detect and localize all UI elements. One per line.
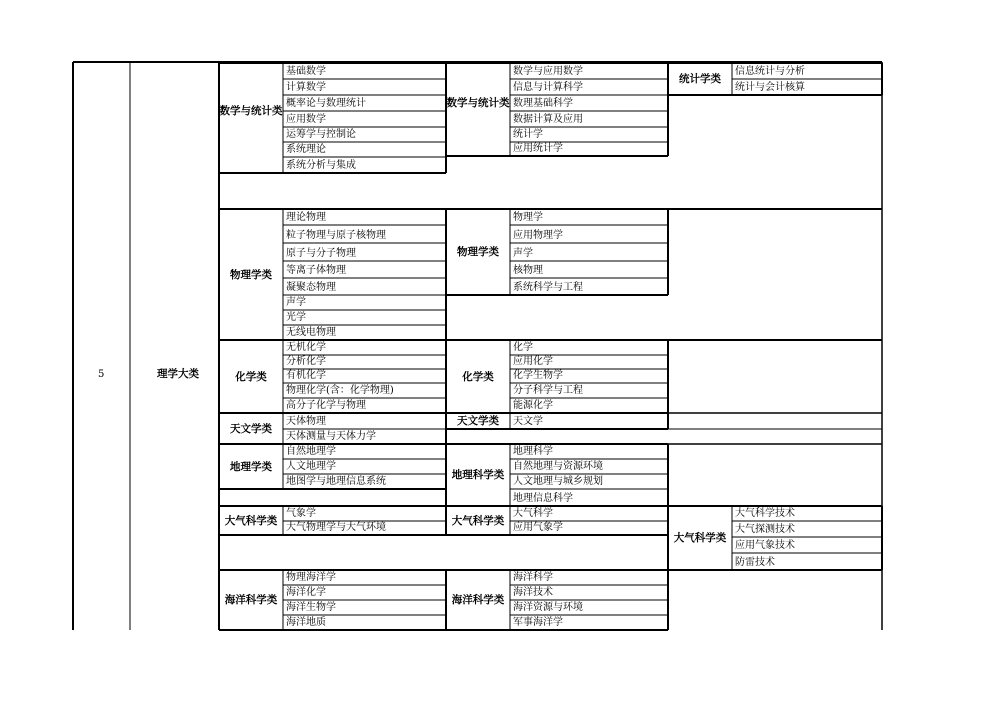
mid-atmos-item: 应用气象学	[513, 522, 563, 533]
left-chem-item: 有机化学	[286, 370, 326, 381]
mid-chem-item: 化学生物学	[513, 370, 563, 381]
mid-chem-item: 分子科学与工程	[513, 385, 583, 396]
mid-math-item: 统计学	[513, 129, 543, 140]
mid-geo-item: 地理科学	[513, 446, 553, 457]
mid-math-item: 数理基础科学	[513, 98, 573, 109]
mid-ocean-label: 海洋科学类	[451, 594, 505, 606]
right-stats-item: 信息统计与分析	[735, 66, 805, 77]
left-atmos-item: 气象学	[286, 508, 316, 519]
mid-ocean-item: 海洋科学	[513, 572, 553, 583]
mid-chem-item: 应用化学	[513, 356, 553, 367]
left-ocean-label: 海洋科学类	[224, 594, 278, 606]
mid-math-item: 数据计算及应用	[513, 114, 583, 125]
left-math-item: 概率论与数理统计	[286, 98, 366, 109]
left-math-item: 应用数学	[286, 114, 326, 125]
left-math-item: 基础数学	[286, 66, 326, 77]
mid-geo-label: 地理科学类	[451, 469, 505, 481]
right-atmos-item: 大气科学技术	[735, 508, 795, 519]
left-geo-item: 人文地理学	[286, 461, 336, 472]
left-chem-item: 高分子化学与物理	[286, 400, 366, 411]
left-physics-item: 凝聚态物理	[286, 282, 336, 293]
right-stats-label: 统计学类	[679, 73, 721, 85]
mid-physics-item: 系统科学与工程	[513, 282, 583, 293]
left-physics-label: 物理学类	[230, 268, 272, 281]
left-math-item: 系统分析与集成	[286, 160, 356, 171]
mid-physics-item: 应用物理学	[513, 230, 563, 241]
mid-atmos-label: 大气科学类	[451, 514, 505, 527]
mid-atmos-item: 大气科学	[513, 508, 553, 519]
left-physics-item: 声学	[286, 297, 306, 308]
left-ocean-item: 海洋化学	[286, 587, 326, 598]
mid-chem-label: 化学类	[462, 370, 494, 383]
left-geo-item: 地图学与地理信息系统	[286, 476, 386, 487]
left-math-item: 计算数学	[286, 82, 326, 93]
mid-ocean-item: 海洋资源与环境	[513, 602, 583, 613]
mid-math-item: 信息与计算科学	[513, 82, 583, 93]
left-ocean-item: 物理海洋学	[286, 572, 336, 583]
discipline-label: 理学大类	[157, 368, 199, 380]
right-atmos-item: 应用气象技术	[735, 540, 795, 551]
left-physics-item: 无线电物理	[286, 327, 336, 338]
left-chem-item: 物理化学(含：化学物理)	[286, 385, 394, 396]
left-math-item: 系统理论	[286, 144, 326, 155]
left-geo-item: 自然地理学	[286, 446, 336, 457]
left-astro-item: 天体测量与天体力学	[286, 431, 376, 442]
mid-astro-label: 天文学类	[457, 415, 499, 427]
left-geo-label: 地理学类	[230, 460, 272, 473]
mid-geo-item: 地理信息科学	[513, 493, 573, 504]
left-atmos-label: 大气科学类	[224, 514, 278, 527]
mid-ocean-item: 军事海洋学	[513, 617, 563, 628]
left-physics-item: 理论物理	[286, 212, 326, 223]
mid-physics-label: 物理学类	[457, 246, 499, 258]
mid-math-label: 数学与统计类	[446, 96, 510, 109]
left-physics-item: 等离子体物理	[286, 265, 346, 276]
mid-physics-item: 物理学	[513, 212, 543, 223]
mid-math-item: 应用统计学	[513, 143, 563, 154]
right-atmos-label: 大气科学类	[673, 532, 727, 544]
mid-chem-item: 化学	[513, 342, 533, 353]
left-physics-item: 光学	[286, 312, 306, 323]
row-number: 5	[98, 369, 105, 380]
right-stats-item: 统计与会计核算	[735, 82, 805, 93]
left-astro-label: 天文学类	[230, 422, 272, 435]
mid-physics-item: 声学	[513, 248, 533, 259]
mid-astro-item: 天文学	[513, 416, 543, 427]
left-physics-item: 粒子物理与原子核物理	[286, 230, 386, 241]
left-chem-label: 化学类	[235, 370, 267, 383]
mid-chem-item: 能源化学	[513, 400, 553, 411]
left-chem-item: 分析化学	[286, 356, 326, 367]
left-atmos-item: 大气物理学与大气环境	[286, 522, 386, 533]
mid-physics-item: 核物理	[513, 265, 543, 276]
left-physics-item: 原子与分子物理	[286, 248, 356, 259]
left-chem-item: 无机化学	[286, 342, 326, 353]
left-ocean-item: 海洋地质	[286, 617, 326, 628]
mid-ocean-item: 海洋技术	[513, 587, 553, 598]
left-math-label: 数学与统计类	[219, 105, 283, 117]
right-atmos-item: 大气探测技术	[735, 524, 795, 535]
mid-geo-item: 人文地理与城乡规划	[513, 476, 603, 487]
mid-geo-item: 自然地理与资源环境	[513, 461, 603, 472]
left-astro-item: 天体物理	[286, 416, 326, 427]
left-math-item: 运筹学与控制论	[286, 129, 356, 140]
right-atmos-item: 防雷技术	[735, 557, 775, 568]
mid-math-item: 数学与应用数学	[513, 66, 583, 77]
left-ocean-item: 海洋生物学	[286, 602, 336, 613]
